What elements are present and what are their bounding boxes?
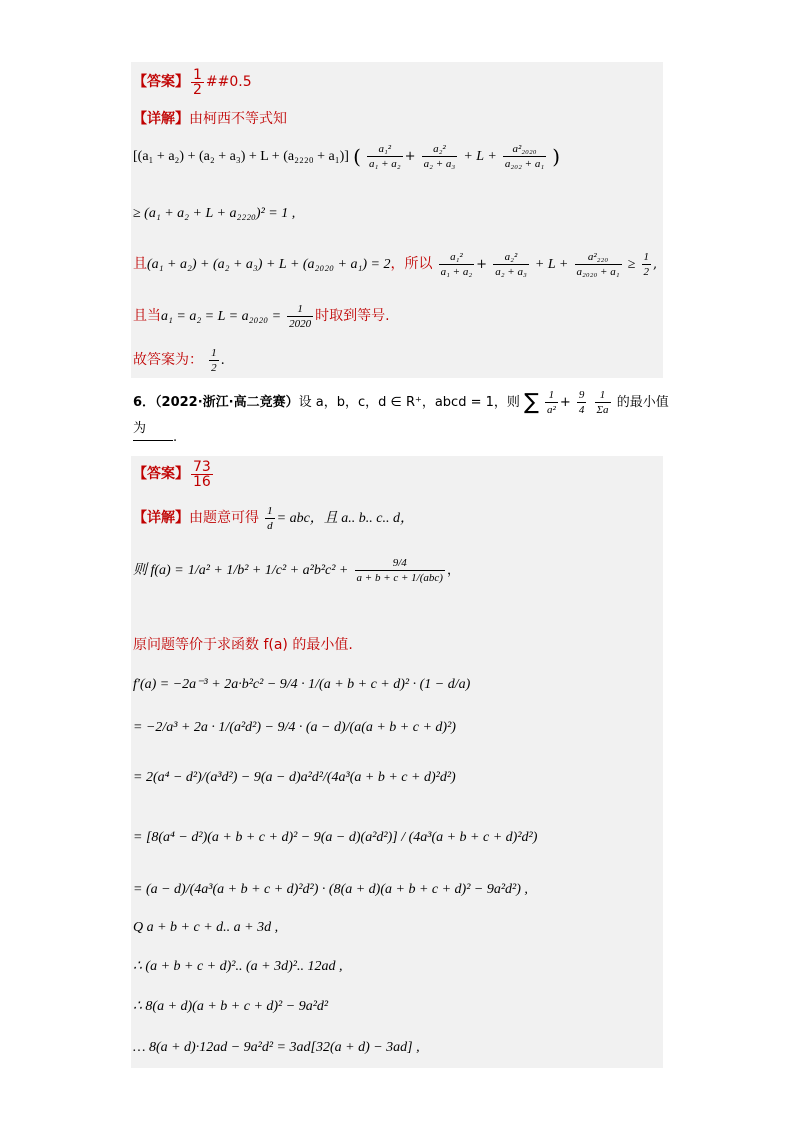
question-source: （2022·浙江·高二竞赛）	[155, 395, 299, 410]
sum-symbol: ∑	[524, 390, 539, 415]
detail-text: 由柯西不等式知	[189, 111, 287, 127]
eq3-term2: $\frac{\text{a₂²}}{\text{a₂ + a₃}}$	[495, 251, 527, 278]
derivative-line-4: = [8(a⁴ − d²)(a + b + c + d)² − 9(a − d)(a²d²)] / (4a³(a + b + c + d)²d²)	[133, 830, 538, 845]
eq1-term1: $\frac{\text{a₁²}}{\text{a₁ + a₂}}$	[369, 143, 401, 170]
eq2-line: ≥ (a₁ + a₂ + L + a₂₂₂₀)² = 1 ,	[133, 206, 296, 221]
solution-block-2	[131, 456, 663, 1068]
derivative-line-6: Q a + b + c + d.. a + 3d ,	[133, 920, 279, 935]
answer-line-2: 【答案】 $\frac{73}{16}$	[133, 459, 211, 490]
cauchy-inequality-line: [(a₁ + a₂) + (a₂ + a₃) + L + (a₂₂₂₀ + a₁)] ( $\frac{\text{a₁²}}{\text{a₁ + a₂}}$ + $\frac{\text{a₂²}}{\text{a₂ + a₃}}$ + L + $\frac{\text{a²₂₀₂₀}}{\text{a₂₀₂ + a₁}}$ )	[133, 143, 561, 170]
derivative-line-9: … 8(a + d)·12ad − 9a²d² = 3ad[32(a + d) − 3ad] ,	[133, 1040, 420, 1055]
detail-label: 【详解】	[133, 111, 189, 127]
derivative-line-2: = −2/a³ + 2a · 1/(a²d²) − 9/4 · (a − d)/(a(a + b + c + d)²)	[133, 720, 456, 735]
answer-label: 【答案】	[133, 74, 189, 90]
derivative-line-7: ∴ (a + b + c + d)².. (a + 3d)².. 12ad ,	[133, 959, 343, 974]
eq4-line: 且当a₁ = a₂ = L = a₂₀₂₀ = $\frac{1}{2020}$ 时取到等号.	[133, 303, 390, 330]
eq3-result: $\frac{1}{2}$	[643, 251, 650, 278]
eq1-left: [(a₁ + a₂) + (a₂ + a₃) + L + (a₂₂₂₀ + a₁)]	[133, 149, 349, 164]
f-definition-line: 则 f(a) = 1/a² + 1/b² + 1/c² + a²b²c² + $\frac{9/4}{\text{a + b + c + 1/(abc)}}$ ，	[133, 557, 460, 584]
answer-fraction-2: $\frac{73}{16}$	[193, 459, 211, 490]
eq4-fraction: $\frac{1}{2020}$	[289, 303, 312, 330]
detail-line-1	[133, 108, 287, 128]
final-answer-line: 故答案为： $\frac{1}{2}$ .	[133, 347, 225, 374]
answer-alt: ##0.5	[205, 74, 252, 90]
answer-blank: .	[133, 430, 673, 445]
eq3-line: 且(a₁ + a₂) + (a₂ + a₃) + L + (a₂₀₂₀ + a₁) = 2，所以 $\frac{\text{a₁²}}{\text{a₁ + a₂}}$ + $\frac{\text{a₂²}}{\text{a₂ + a₃}}$ + L + $\frac{\text{a²₂₂₀}}{\text{a₂₀₂₀ + a₁}}$ ≥ $\frac{1}{2}$ ,	[133, 251, 658, 278]
paren-close: )	[552, 144, 561, 169]
question-6: 6．（2022·浙江·高二竞赛）设 a，b，c，d ∈ R⁺，abcd = 1，则 ∑ $\frac{1}{\text{a²}}$ + $\frac{9}{4}$ $\frac{1}{\Sigma a}$ 的最小值为	[133, 389, 669, 436]
equivalence-line: 原问题等价于求函数 f(a) 的最小值.	[133, 637, 353, 653]
paren-open: (	[353, 144, 361, 169]
detail-line-2: 【详解】由题意可得 $\frac{1}{d}$ = abc，且 a.. b.. c.. d，	[133, 505, 415, 532]
derivative-line-5: = (a − d)/(4a³(a + b + c + d)²d²) · (8(a + d)(a + b + c + d)² − 9a²d²) ,	[133, 882, 528, 897]
eq1-term2: $\frac{\text{a₂²}}{\text{a₂ + a₃}}$	[423, 143, 456, 170]
question-text: 设 a，b，c，d ∈ R⁺，abcd = 1，则	[298, 395, 520, 410]
answer-fraction: $\frac{1}{2}$	[193, 67, 202, 98]
eq3-term1: $\frac{\text{a₁²}}{\text{a₁ + a₂}}$	[440, 251, 473, 278]
answer-line-1	[133, 68, 252, 97]
derivative-line-1: f′(a) = −2a⁻³ + 2a·b²c² − 9/4 · 1/(a + b + c + d)² · (1 − d/a)	[133, 677, 471, 692]
final-fraction: $\frac{1}{2}$	[211, 347, 217, 374]
question-number: 6．	[133, 395, 156, 410]
eq3-term3: $\frac{\text{a²₂₂₀}}{\text{a₂₀₂₀ + a₁}}$	[576, 251, 620, 278]
derivative-line-8: ∴ 8(a + d)(a + b + c + d)² − 9a²d²	[133, 999, 329, 1014]
eq1-term3: $\frac{\text{a²₂₀₂₀}}{\text{a₂₀₂ + a₁}}$	[504, 143, 545, 170]
derivative-line-3: = 2(a⁴ − d²)/(a³d²) − 9(a − d)a²d²/(4a³(a + b + c + d)²d²)	[133, 770, 456, 785]
